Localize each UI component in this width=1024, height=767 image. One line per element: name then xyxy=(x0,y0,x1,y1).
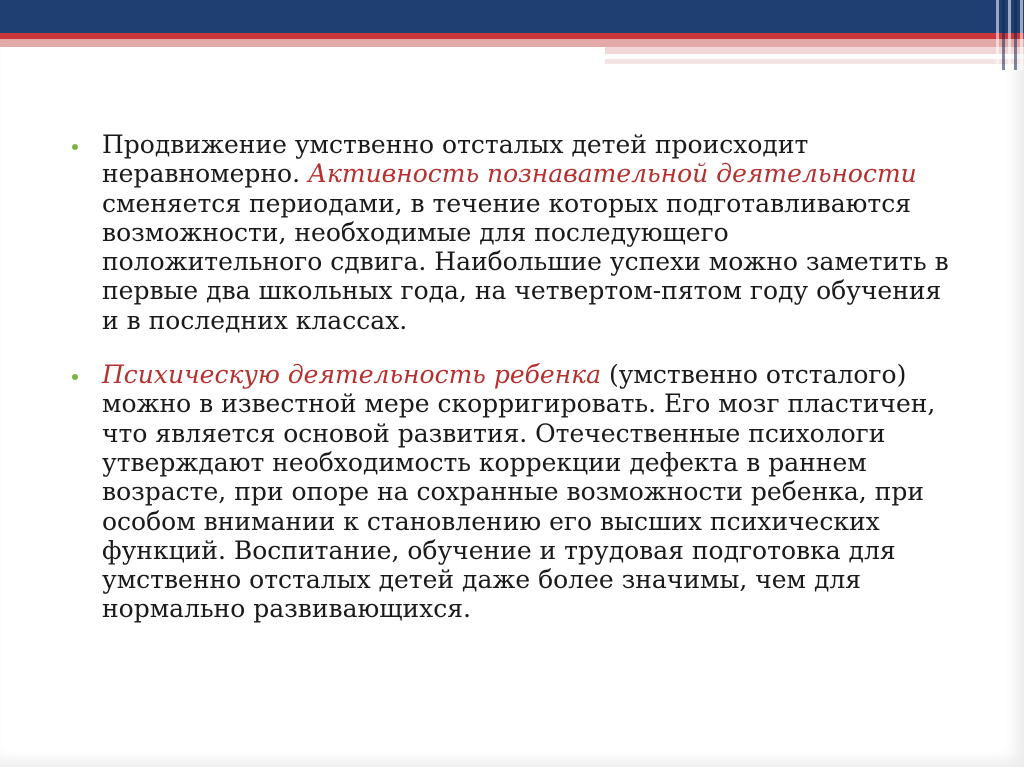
bullet-dot-icon xyxy=(72,144,78,150)
bullet-accent-text: Активность познавательной деятельности xyxy=(308,159,917,189)
bullet-text: Продвижение умственно отсталых детей происходит неравномерно. xyxy=(102,130,809,189)
bullet-text: сменяется периодами, в течение которых подготавливаются возможности, необходимые для последующего положительного сдвига. Наибольшие успехи можно заметить в первые два школьных года, на четвертом-пятом году обучения и в последних классах. xyxy=(102,188,949,335)
header-bars xyxy=(994,0,1024,70)
bullet-item-1 xyxy=(72,130,952,335)
bullet-list xyxy=(72,130,952,624)
bullet-accent-text: Психическую деятельность ребенка xyxy=(102,360,601,390)
header-band-blue xyxy=(0,0,1024,33)
slide-content xyxy=(72,130,952,649)
header-stripe xyxy=(605,59,1024,64)
bullet-text: (умственно отсталого) можно в известной мере скорригировать. Его мозг пластичен, что является основой развития. Отечественные психологи утверждают необходимость коррекции дефекта в раннем возрасте, при опоре на сохранные возможности ребенка, при особом внимании к становлению его высших психических функций. Воспитание, обучение и трудовая подготовка для умственно отсталых детей даже более значимы, чем для нормально развивающихся. xyxy=(102,360,936,624)
bullet-item-2 xyxy=(72,360,952,624)
header-band-pink xyxy=(0,39,1024,47)
header-stripe xyxy=(605,47,1024,54)
bullet-dot-icon xyxy=(72,374,78,380)
